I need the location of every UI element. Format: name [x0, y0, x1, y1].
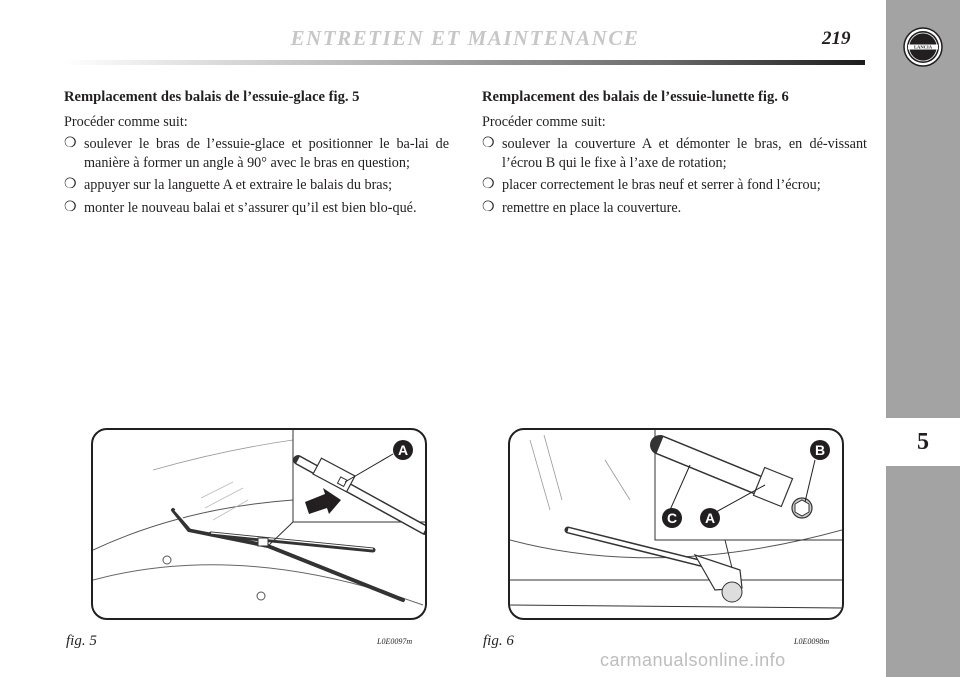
chapter-number: 5	[917, 428, 929, 455]
callout-c: C	[666, 510, 678, 526]
bullet-icon: ❍	[64, 136, 77, 152]
list-item: ❍ placer correctement le bras neuf et serrer à fond l’écrou;	[482, 177, 821, 194]
steps-list	[482, 135, 867, 217]
list-item: ❍ soulever le bras de l’essuie-glace et positionner le ba-lai de manière à former un angle à 90° avec le bras en question;	[64, 136, 449, 171]
figure-6-illustration	[508, 428, 844, 620]
bullet-icon: ❍	[64, 199, 77, 215]
left-column	[64, 88, 449, 222]
right-column	[482, 88, 867, 222]
bullet-icon: ❍	[482, 177, 495, 193]
list-item: ❍ appuyer sur la languette A et extraire le balais du bras;	[64, 177, 393, 194]
bullet-icon: ❍	[482, 199, 495, 215]
figure-5-code: L0E0097m	[377, 637, 413, 646]
page-number: 219	[822, 28, 851, 49]
callout-a: A	[397, 442, 409, 458]
figure-6-code: L0E0098m	[794, 637, 830, 646]
list-item: ❍ soulever la couverture A et démonter le bras, en dé-vissant l’écrou B qui le fixe à l’axe de rotation;	[482, 136, 867, 171]
figure-5-illustration	[91, 428, 427, 620]
figure-6-caption: fig. 6	[483, 633, 514, 649]
list-item: ❍ monter le nouveau balai et s’assurer qu’il est bien blo-qué.	[64, 199, 417, 216]
section-heading-rear-wiper: Remplacement des balais de l’essuie-lunette fig. 6	[482, 89, 789, 105]
steps-list	[64, 135, 449, 217]
lancia-logo	[902, 26, 944, 68]
chapter-tab[interactable]	[886, 418, 960, 466]
page-header-title: ENTRETIEN ET MAINTENANCE	[290, 26, 640, 50]
header-rule	[62, 60, 865, 65]
chapter-sidebar	[886, 0, 960, 677]
bullet-icon: ❍	[482, 136, 495, 152]
callout-a: A	[704, 510, 716, 526]
section-intro: Procéder comme suit:	[482, 113, 606, 130]
watermark-text: carmanualsonline.info	[600, 650, 786, 670]
bullet-icon: ❍	[64, 177, 77, 193]
callout-b: B	[814, 442, 826, 458]
section-heading-wiper: Remplacement des balais de l’essuie-glace fig. 5	[64, 89, 360, 105]
list-item: ❍ remettre en place la couverture.	[482, 199, 682, 216]
figure-5-caption: fig. 5	[66, 633, 97, 649]
section-intro: Procéder comme suit:	[64, 113, 188, 130]
logo-text: LANCIA	[913, 44, 933, 50]
